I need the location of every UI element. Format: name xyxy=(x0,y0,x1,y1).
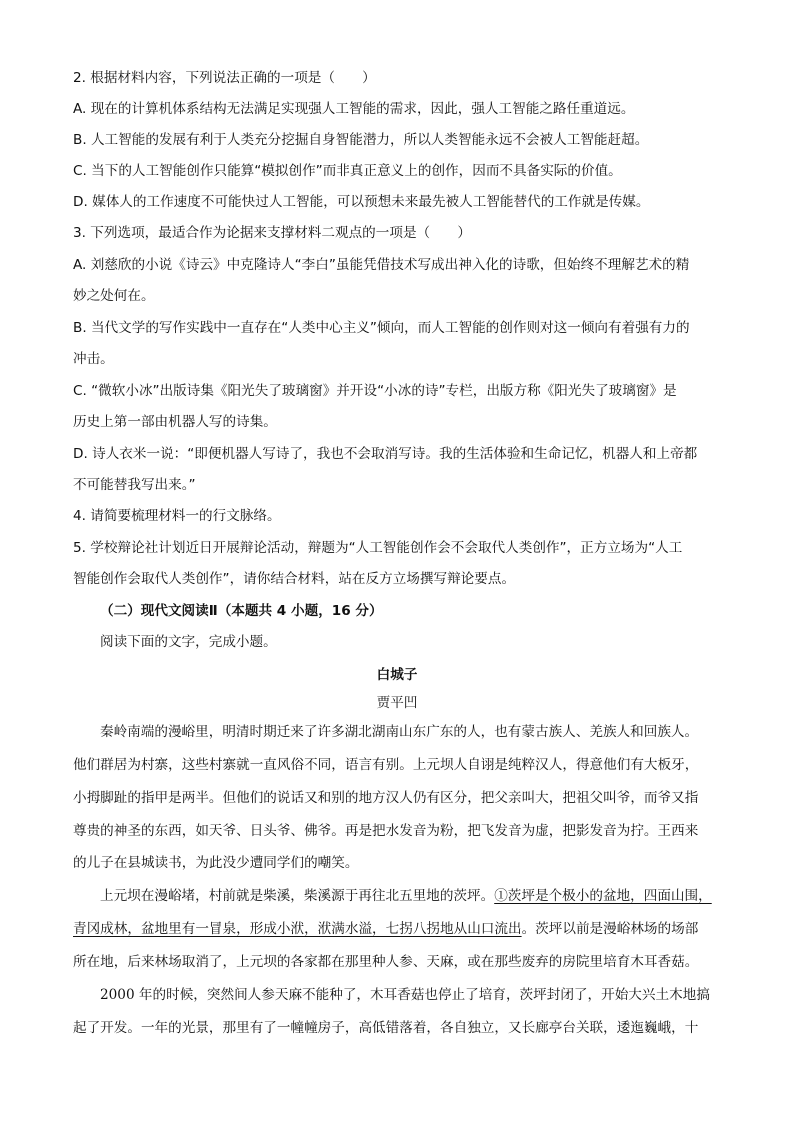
q3-option-d-line2: 不可能替我写出来。” xyxy=(73,477,196,493)
article-p2-line1-text: 上元坝在漫峪堵，村前就是柴溪，柴溪源于再往北五里地的茨坪。 xyxy=(100,888,495,904)
q2-stem: 2. 根据材料内容，下列说法正确的一项是（ ） xyxy=(73,70,376,86)
q3-option-b-line1: B. 当代文学的写作实践中一直存在“人类中心主义”倾向，而人工智能的创作则对这一倾向有着强有力的 xyxy=(73,320,690,336)
article-p2-line1 xyxy=(100,886,736,906)
q2-option-a: A. 现在的计算机体系结构无法满足实现强人工智能的需求，因此，强人工智能之路任重道远。 xyxy=(73,101,635,117)
article-p2-line2 xyxy=(73,919,736,939)
q5-line2: 智能创作会取代人类创作”，请你结合材料，站在反方立场撰写辩论要点。 xyxy=(73,571,516,587)
article-author: 贾平凹 xyxy=(376,695,418,711)
article-p1-line5: 的儿子在县城读书，为此没少遭同学们的嘲笑。 xyxy=(73,855,359,871)
article-p2-line3: 所在地，后来林场取消了，上元坝的各家都在那里种人参、天麻，或在那些废弃的房院里培育木耳香菇。 xyxy=(73,954,699,970)
underlined-sentence-1: ①茨坪是个极小的盆地，四面山围， xyxy=(494,888,712,904)
section-heading: （二）现代文阅读Ⅱ（本题共 4 小题，16 分） xyxy=(100,603,383,619)
article-p1-line4: 尊贵的神圣的东西，如天爷、日头爷、佛爷。再是把水发音为粉，把飞发音为虚，把影发音为拧。王西来 xyxy=(73,823,699,839)
q2-option-d: D. 媒体人的工作速度不可能快过人工智能，可以预想未来最先被人工智能替代的工作就是传媒。 xyxy=(73,194,650,210)
q5-line1: 5. 学校辩论社计划近日开展辩论活动，辩题为“人工智能创作会不会取代人类创作”，正方立场为“人工 xyxy=(73,540,683,556)
article-p1-line2: 他们群居为村寨，这些村寨就一直风俗不同，语言有别。上元坝人自诩是纯粹汉人，得意他们有大板牙， xyxy=(73,757,699,773)
q3-option-c-line2: 历史上第一部由机器人写的诗集。 xyxy=(73,414,277,430)
q3-stem: 3. 下列选项，最适合作为论据来支撑材料二观点的一项是（ ） xyxy=(73,225,471,241)
article-p3-line2: 起了开发。一年的光景，那里有了一幢幢房子，高低错落着，各自独立，又长廊亭台关联，逶迤巍峨，十 xyxy=(73,1020,699,1036)
q3-option-a-line1: A. 刘慈欣的小说《诗云》中克隆诗人“李白”虽能凭借技术写成出神入化的诗歌，但始终不理解艺术的精 xyxy=(73,257,690,273)
q2-option-c: C. 当下的人工智能创作只能算“模拟创作”而非真正意义上的创作，因而不具备实际的价值。 xyxy=(73,163,622,179)
article-p2-line2-text: 。茨坪以前是漫峪林场的场部 xyxy=(521,921,699,937)
q3-option-c-line1: C. “微软小冰”出版诗集《阳光失了玻璃窗》并开设“小冰的诗”专栏，出版方称《阳光失了玻璃窗》是 xyxy=(73,383,677,399)
article-p1-line1: 秦岭南端的漫峪里，明清时期迁来了许多湖北湖南山东广东的人，也有蒙古族人、羌族人和回族人。 xyxy=(100,724,699,740)
underlined-sentence-1-continued: 青冈成林，盆地里有一冒泉，形成小洑，洑满水溢，七拐八拐地从山口流出 xyxy=(73,921,522,937)
article-p1-line3: 小拇脚趾的指甲是两半。但他们的说话又和别的地方汉人仍有区分，把父亲叫大，把祖父叫爷，而爷又指 xyxy=(73,790,699,806)
q3-option-d-line1: D. 诗人衣米一说：“即便机器人写诗了，我也不会取消写诗。我的生活体验和生命记忆，机器人和上帝都 xyxy=(73,446,698,462)
article-p3-line1: 2000 年的时候，突然间人参天麻不能种了，木耳香菇也停止了培育，茨坪封闭了，开始大兴土木地搞 xyxy=(100,987,710,1003)
article-title: 白城子 xyxy=(376,667,418,683)
section-instruction: 阅读下面的文字，完成小题。 xyxy=(100,634,277,650)
q4-stem: 4. 请简要梳理材料一的行文脉络。 xyxy=(73,508,281,524)
q3-option-b-line2: 冲击。 xyxy=(73,351,114,367)
q2-option-b: B. 人工智能的发展有利于人类充分挖掘自身智能潜力，所以人类智能永远不会被人工智能赶超。 xyxy=(73,132,649,148)
q3-option-a-line2: 妙之处何在。 xyxy=(73,288,155,304)
